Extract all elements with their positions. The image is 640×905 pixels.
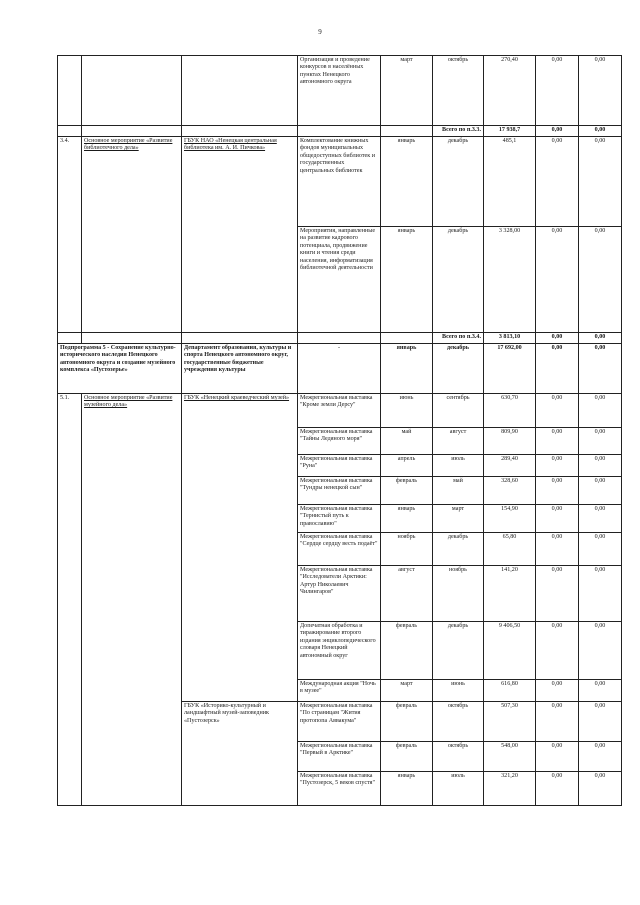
row-amount: 289,40 — [484, 455, 536, 477]
row-end: декабрь — [433, 533, 484, 566]
row-executor: ГБУК НАО «Ненецкая центральная библиотека им. А. И. Пичкова» — [182, 137, 298, 333]
row-amount: 0,00 — [536, 772, 579, 806]
row-amount: 141,20 — [484, 566, 536, 622]
row-amount: 321,20 — [484, 772, 536, 806]
row-end: март — [433, 505, 484, 533]
row-start: февраль — [381, 742, 433, 772]
row-amount: 507,30 — [484, 702, 536, 742]
row-amount: 0,00 — [579, 622, 622, 680]
row-amount: 0,00 — [536, 344, 579, 394]
total-label: Всего по п.3.4. — [433, 333, 484, 344]
row-event: Межрегиональная выставка "Тайны Ледяного моря" — [298, 428, 381, 455]
row-amount: 0,00 — [536, 533, 579, 566]
row-start: май — [381, 428, 433, 455]
subprogram-row — [58, 344, 622, 394]
row-end: июнь — [433, 680, 484, 702]
row-amount: 616,80 — [484, 680, 536, 702]
row-amount: 0,00 — [579, 455, 622, 477]
row-amount: 328,60 — [484, 477, 536, 505]
row-end: август — [433, 428, 484, 455]
row-amount: 0,00 — [579, 702, 622, 742]
row-end: декабрь — [433, 227, 484, 333]
row-start: март — [381, 56, 433, 126]
row-start: февраль — [381, 622, 433, 680]
table-row — [58, 394, 622, 428]
row-event: Межрегиональная выставка "Пустозерск, 5 веков спустя" — [298, 772, 381, 806]
row-start: январь — [381, 227, 433, 333]
row-event: Организация и проведение конкурсов в населённых пунктах Ненецкого автономного округа — [298, 56, 381, 126]
row-end: декабрь — [433, 344, 484, 394]
row-amount: 0,00 — [536, 394, 579, 428]
row-start: февраль — [381, 702, 433, 742]
row-executor — [182, 56, 298, 126]
row-amount: 0,00 — [579, 428, 622, 455]
row-event: Мероприятия, направленные на развитие кадрового потенциала, продвижение книги и чтения среди населения, информатизация библиотечной деятельности — [298, 227, 381, 333]
row-amount: 0,00 — [536, 742, 579, 772]
row-amount: 0,00 — [579, 227, 622, 333]
row-amount: 0,00 — [579, 533, 622, 566]
row-end: декабрь — [433, 622, 484, 680]
row-event: Межрегиональная выставка "Кроме земли Дерсу" — [298, 394, 381, 428]
row-event: Межрегиональная выставка "Тернистый путь к православию" — [298, 505, 381, 533]
row-amount: 0,00 — [536, 455, 579, 477]
row-event: Межрегиональная выставка "Первый в Арктике" — [298, 742, 381, 772]
row-amount: 0,00 — [579, 680, 622, 702]
row-amount: 809,90 — [484, 428, 536, 455]
row-amount: 0,00 — [579, 566, 622, 622]
total-label: Всего по п.3.3. — [433, 126, 484, 137]
row-end: июль — [433, 772, 484, 806]
row-amount: 154,90 — [484, 505, 536, 533]
row-amount: 0,00 — [536, 622, 579, 680]
row-amount: 0,00 — [536, 227, 579, 333]
row-amount: 0,00 — [579, 137, 622, 227]
row-number: 5.1. — [58, 394, 82, 806]
row-amount: 630,70 — [484, 394, 536, 428]
row-amount: 65,80 — [484, 533, 536, 566]
row-executor: ГБУК «Ненецкий краеведческий музей» — [182, 394, 298, 702]
row-amount: 9 406,50 — [484, 622, 536, 680]
row-start: март — [381, 680, 433, 702]
row-amount: 0,00 — [579, 477, 622, 505]
total-amount: 0,00 — [579, 126, 622, 137]
row-amount: 0,00 — [579, 742, 622, 772]
total-amount: 0,00 — [536, 333, 579, 344]
row-event: Межрегиональная выставка "По страницам "Жития протопопа Аввакума" — [298, 702, 381, 742]
row-start: январь — [381, 772, 433, 806]
row-end: ноябрь — [433, 566, 484, 622]
row-start: январь — [381, 505, 433, 533]
subprogram-name: Подпрограмма 5 - Сохранение культурно-исторического наследия Ненецкого автономного округа и создание музейного комплекса «Пустозерье» — [58, 344, 182, 394]
row-amount: 0,00 — [536, 477, 579, 505]
table-row — [58, 137, 622, 227]
row-amount: 3 328,00 — [484, 227, 536, 333]
row-amount: 0,00 — [536, 505, 579, 533]
row-end: сентябрь — [433, 394, 484, 428]
row-number: 3.4. — [58, 137, 82, 333]
subprogram-executor: Департамент образования, культуры и спорта Ненецкого автономного округ, государственные бюджетные учреждения культуры — [182, 344, 298, 394]
row-amount: 0,00 — [579, 394, 622, 428]
row-amount: 0,00 — [579, 56, 622, 126]
row-event: Межрегиональная выставка "Сердце сердцу весть подаёт" — [298, 533, 381, 566]
row-amount: 17 692,00 — [484, 344, 536, 394]
row-amount: 0,00 — [536, 702, 579, 742]
row-event: Межрегиональная выставка "Руна" — [298, 455, 381, 477]
row-amount: 0,00 — [536, 680, 579, 702]
row-amount: 0,00 — [536, 566, 579, 622]
row-amount: 0,00 — [579, 772, 622, 806]
row-name: Основное мероприятие «Развитие библиотечного дела» — [82, 137, 182, 333]
row-event: Межрегиональная выставка "Тундры ненецкой сын" — [298, 477, 381, 505]
row-event: Международная акция "Ночь в музее" — [298, 680, 381, 702]
row-executor: ГБУК «Историко-культурный и ландшафтный музей-заповедник «Пустозерск» — [182, 702, 298, 806]
total-amount: 3 813,10 — [484, 333, 536, 344]
row-start: январь — [381, 344, 433, 394]
row-start: август — [381, 566, 433, 622]
row-end: июль — [433, 455, 484, 477]
total-amount: 0,00 — [579, 333, 622, 344]
row-end: октябрь — [433, 742, 484, 772]
total-row — [58, 126, 622, 137]
row-start: январь — [381, 137, 433, 227]
total-amount: 17 938,7 — [484, 126, 536, 137]
row-event: Допечатная обработка и тиражирование второго издания энциклопедического словаря Ненецкий автономный округ — [298, 622, 381, 680]
program-table — [57, 55, 622, 806]
row-amount: 485,1 — [484, 137, 536, 227]
row-amount: 548,00 — [484, 742, 536, 772]
total-amount: 0,00 — [536, 126, 579, 137]
row-amount: 0,00 — [536, 56, 579, 126]
row-name — [82, 56, 182, 126]
row-end: декабрь — [433, 137, 484, 227]
row-amount: 0,00 — [579, 505, 622, 533]
row-end: октябрь — [433, 56, 484, 126]
row-event: Межрегиональная выставка "Исследователи Арктики: Артур Николаевич Чилингаров" — [298, 566, 381, 622]
row-amount: 270,40 — [484, 56, 536, 126]
row-end: май — [433, 477, 484, 505]
page-number: 9 — [318, 28, 322, 36]
row-amount: 0,00 — [536, 137, 579, 227]
row-start: июнь — [381, 394, 433, 428]
row-name: Основное мероприятие «Развитие музейного дела» — [82, 394, 182, 806]
row-end: октябрь — [433, 702, 484, 742]
row-event: - — [298, 344, 381, 394]
row-start: февраль — [381, 477, 433, 505]
total-row — [58, 333, 622, 344]
row-start: апрель — [381, 455, 433, 477]
row-event: Комплектование книжных фондов муниципальных общедоступных библиотек и государственных центральных библиотек — [298, 137, 381, 227]
row-amount: 0,00 — [536, 428, 579, 455]
table-row — [58, 56, 622, 126]
row-amount: 0,00 — [579, 344, 622, 394]
row-number — [58, 56, 82, 126]
row-start: ноябрь — [381, 533, 433, 566]
